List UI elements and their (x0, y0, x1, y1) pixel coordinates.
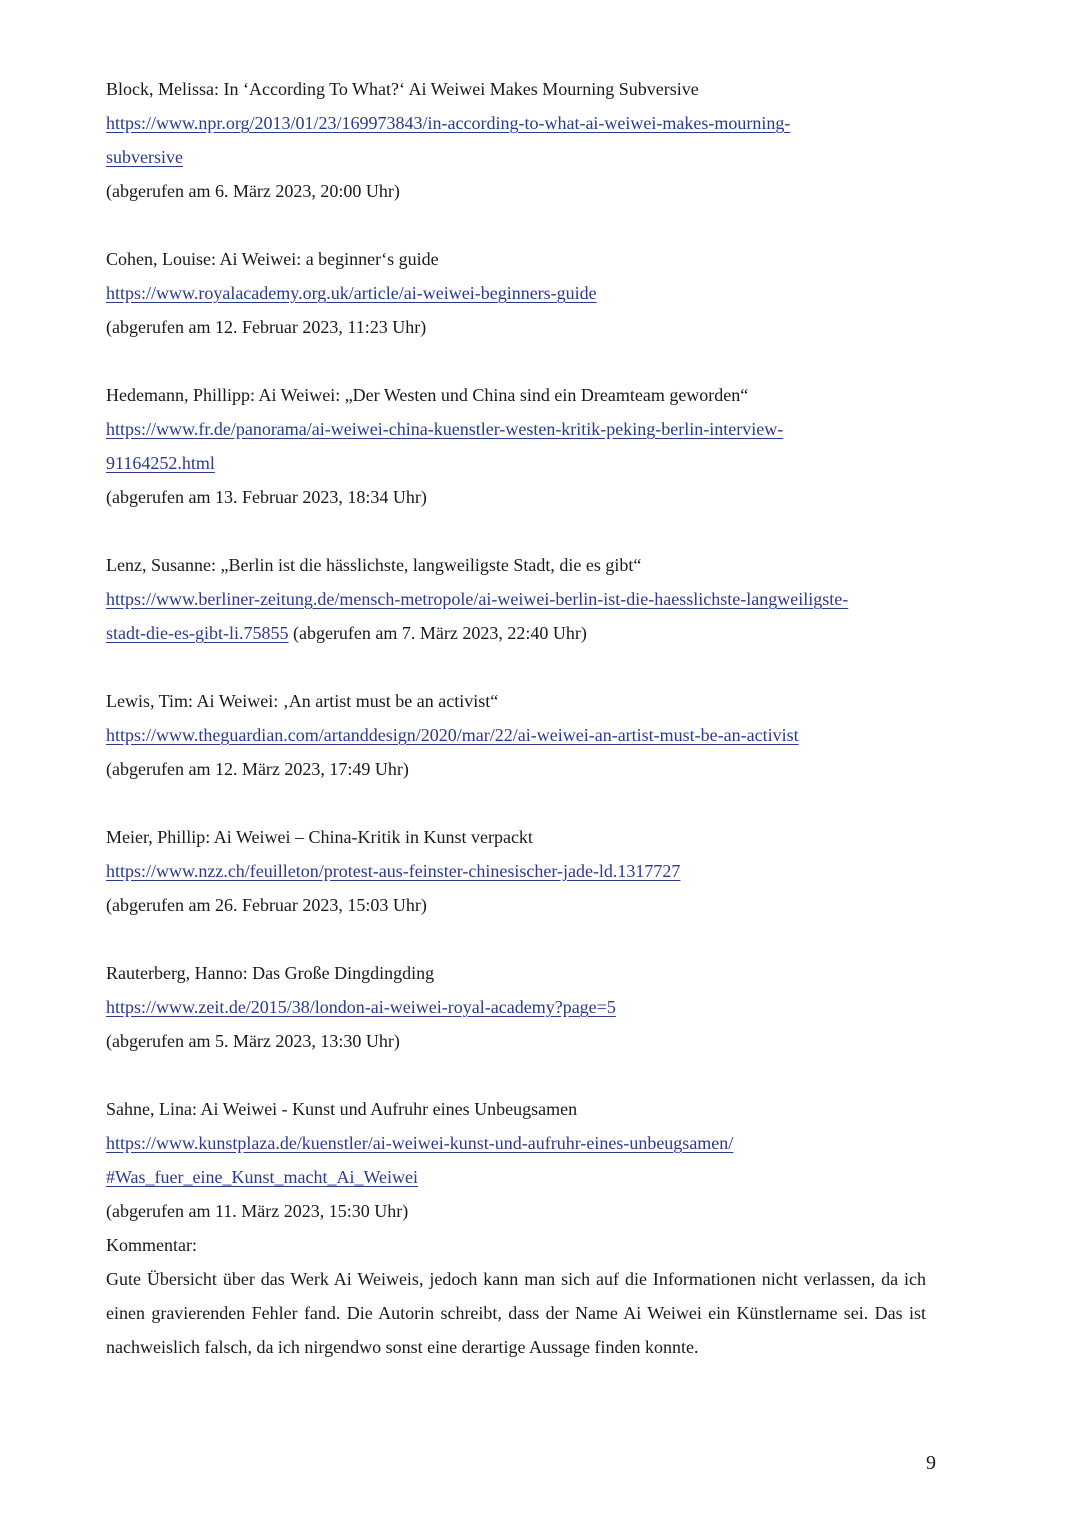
entry-accessed-date: (abgerufen am 7. März 2023, 22:40 Uhr) (292, 623, 587, 643)
entry-url[interactable]: https://www.theguardian.com/artanddesign/2020/mar/22/ai-weiwei-an-artist-must-be-an-activist (106, 725, 799, 745)
entry-url[interactable]: https://www.npr.org/2013/01/23/169973843/in-according-to-what-ai-weiwei-makes-mourning- (106, 113, 791, 133)
entry-accessed-date: (abgerufen am 6. März 2023, 20:00 Uhr) (106, 181, 400, 201)
entry-title: Lewis, Tim: Ai Weiwei: ‚An artist must be an activist“ (106, 691, 499, 711)
entry-url[interactable]: https://www.berliner-zeitung.de/mensch-metropole/ai-weiwei-berlin-ist-die-haesslichste-langweiligste- (106, 589, 849, 609)
bibliography-entry (106, 242, 926, 344)
entry-url[interactable]: https://www.zeit.de/2015/38/london-ai-weiwei-royal-academy?page=5 (106, 997, 616, 1017)
comment-text: Gute Übersicht über das Werk Ai Weiweis, jedoch kann man sich auf die Informationen nicht verlassen, da ich einen gravierenden Fehler fand. Die Autorin schreibt, dass der Name Ai Weiwei ein Künstlername sei. Das ist nachweislich falsch, da ich nirgendwo sonst eine derartige Aussage finden konnte. (106, 1269, 926, 1357)
entry-accessed-date: (abgerufen am 26. Februar 2023, 15:03 Uhr) (106, 895, 427, 915)
entry-title: Rauterberg, Hanno: Das Große Dingdingding (106, 963, 435, 983)
entry-accessed-date: (abgerufen am 12. Februar 2023, 11:23 Uhr) (106, 317, 427, 337)
entry-url-continued[interactable]: 91164252.html (106, 453, 215, 473)
entry-title: Hedemann, Phillipp: Ai Weiwei: „Der Westen und China sind ein Dreamteam geworden“ (106, 385, 749, 405)
bibliography-entry (106, 1092, 926, 1364)
entry-url-continued[interactable]: stadt-die-es-gibt-li.75855 (106, 623, 289, 643)
entry-title: Sahne, Lina: Ai Weiwei - Kunst und Aufruhr eines Unbeugsamen (106, 1099, 578, 1119)
entry-title: Cohen, Louise: Ai Weiwei: a beginner‘s guide (106, 249, 439, 269)
page-number: 9 (926, 1452, 936, 1474)
bibliography-entry (106, 956, 926, 1058)
entry-title: Meier, Phillip: Ai Weiwei – China-Kritik in Kunst verpackt (106, 827, 533, 847)
entry-url[interactable]: https://www.nzz.ch/feuilleton/protest-aus-feinster-chinesischer-jade-ld.1317727 (106, 861, 681, 881)
bibliography-entry (106, 820, 926, 922)
bibliography-entry (106, 72, 926, 208)
entry-url[interactable]: https://www.fr.de/panorama/ai-weiwei-china-kuenstler-westen-kritik-peking-berlin-interview- (106, 419, 784, 439)
entry-url[interactable]: https://www.royalacademy.org.uk/article/ai-weiwei-beginners-guide (106, 283, 597, 303)
bibliography-entry (106, 378, 926, 514)
bibliography-entry (106, 548, 926, 650)
entry-url[interactable]: https://www.kunstplaza.de/kuenstler/ai-weiwei-kunst-und-aufruhr-eines-unbeugsamen/ (106, 1133, 734, 1153)
bibliography-list (106, 72, 926, 1398)
entry-accessed-date: (abgerufen am 11. März 2023, 15:30 Uhr) (106, 1201, 409, 1221)
entry-url-continued[interactable]: #Was_fuer_eine_Kunst_macht_Ai_Weiwei (106, 1167, 419, 1187)
entry-accessed-date: (abgerufen am 5. März 2023, 13:30 Uhr) (106, 1031, 400, 1051)
entry-title: Block, Melissa: In ‘According To What?‘ Ai Weiwei Makes Mourning Subversive (106, 79, 699, 99)
entry-accessed-date: (abgerufen am 12. März 2023, 17:49 Uhr) (106, 759, 409, 779)
comment-label: Kommentar: (106, 1235, 197, 1255)
entry-accessed-date: (abgerufen am 13. Februar 2023, 18:34 Uhr) (106, 487, 427, 507)
entry-title: Lenz, Susanne: „Berlin ist die hässlichste, langweiligste Stadt, die es gibt“ (106, 555, 642, 575)
entry-url-continued[interactable]: subversive (106, 147, 183, 167)
bibliography-entry (106, 684, 926, 786)
